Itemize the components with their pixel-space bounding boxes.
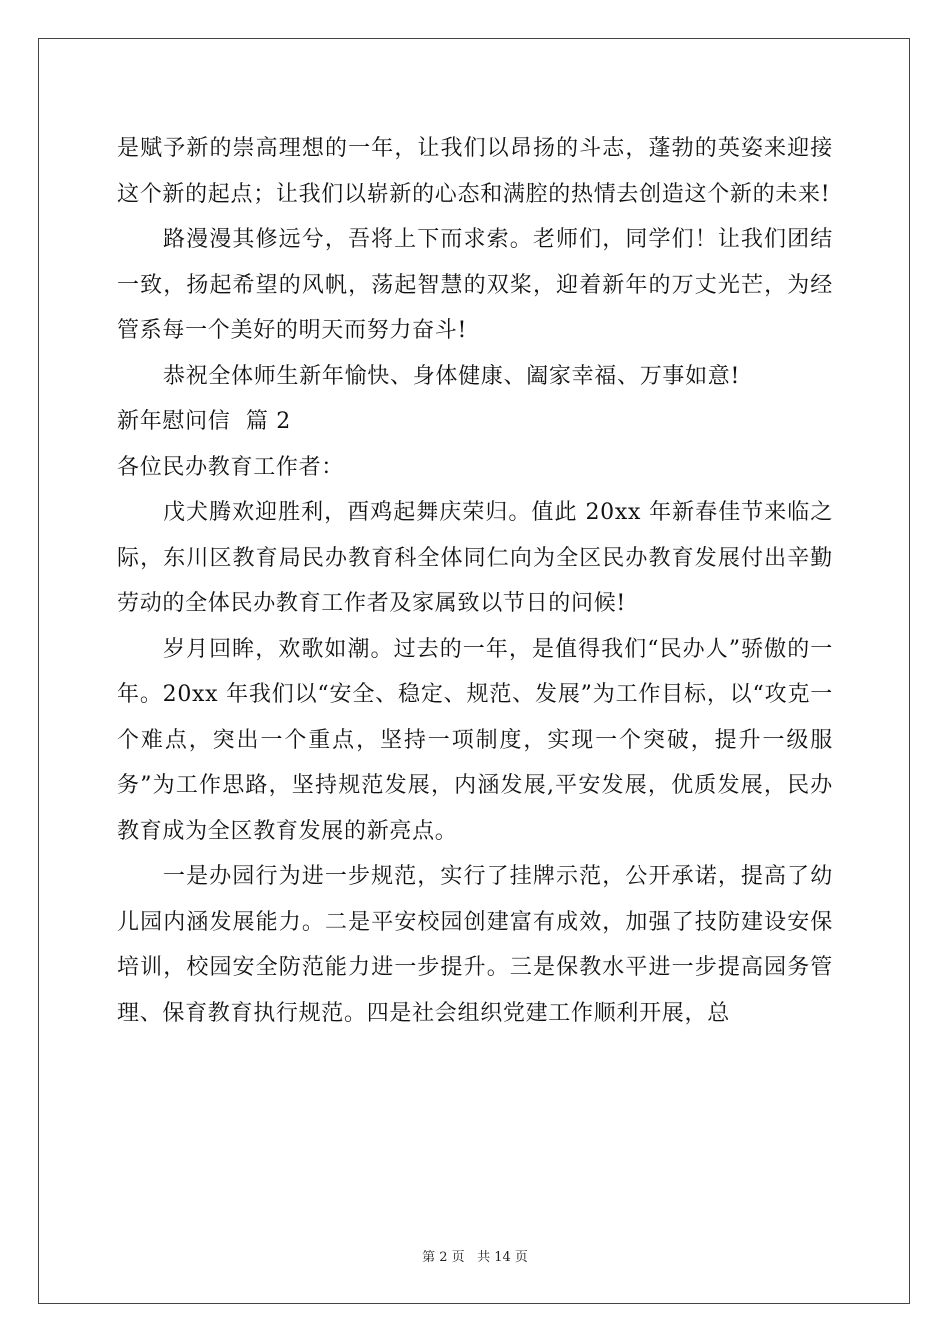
paragraph-2: 路漫漫其修远兮，吾将上下而求索。老师们，同学们！让我们团结一致，扬起希望的风帆，荡起智慧的双桨，迎着新年的万丈光芒，为经管系每一个美好的明天而努力奋斗! bbox=[117, 227, 833, 343]
paragraph-6: 一是办园行为进一步规范，实行了挂牌示范，公开承诺，提高了幼儿园内涵发展能力。二是平安校园创建富有成效，加强了技防建设安保培训，校园安全防范能力进一步提升。三是保教水平进一步提高园务管理、保育教育执行规范。四是社会组织党建工作顺利开展，总 bbox=[117, 864, 833, 1026]
page-footer bbox=[0, 1246, 950, 1265]
paragraph-3: 恭祝全体师生新年愉快、身体健康、阖家幸福、万事如意! bbox=[163, 363, 741, 389]
page-number: 第 2 页 bbox=[422, 1250, 465, 1265]
paragraph-5: 岁月回眸，欢歌如潮。过去的一年，是值得我们“民办人”骄傲的一年。20xx 年我们以“安全、稳定、规范、发展”为工作目标，以“攻克一个难点，突出一个重点，坚持一项制度，实现一个突破，提升一级服务”为工作思路，坚持规范发展，内涵发展,平安发展，优质发展，民办教育成为全区教育发展的新亮点。 bbox=[117, 636, 833, 844]
section-heading: 新年慰问信 篇 2 bbox=[117, 409, 291, 434]
document-body bbox=[117, 126, 833, 1036]
page-total: 共 14 页 bbox=[477, 1250, 528, 1265]
salutation: 各位民办教育工作者： bbox=[117, 454, 345, 480]
paragraph-1: 是赋予新的崇高理想的一年，让我们以昂扬的斗志，蓬勃的英姿来迎接这个新的起点；让我们以崭新的心态和满腔的热情去创造这个新的未来! bbox=[117, 136, 833, 207]
paragraph-4: 戊犬腾欢迎胜利，酉鸡起舞庆荣归。值此 20xx 年新春佳节来临之际，东川区教育局民办教育科全体同仁向为全区民办教育发展付出辛勤劳动的全体民办教育工作者及家属致以节日的问候! bbox=[117, 500, 833, 616]
